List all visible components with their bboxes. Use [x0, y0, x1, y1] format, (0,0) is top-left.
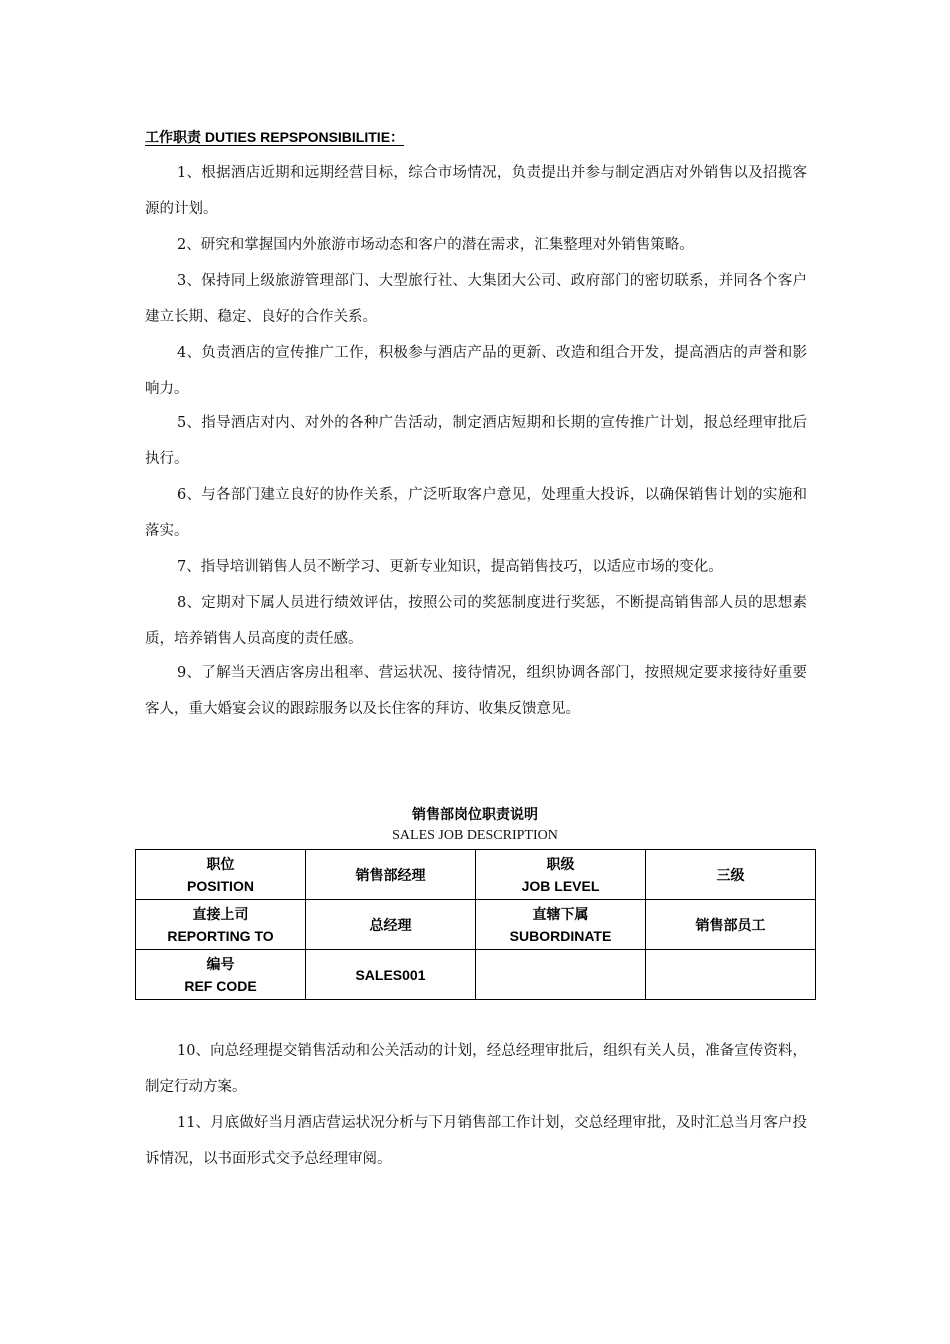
- position-label-en: POSITION: [187, 877, 254, 894]
- job-description-table: [135, 849, 816, 1000]
- duty-item-1: 1、根据酒店近期和远期经营目标，综合市场情况，负责提出并参与制定酒店对外销售以及招揽客源的计划。: [145, 165, 807, 217]
- table-row: [136, 900, 816, 950]
- position-label-cell: [136, 850, 306, 900]
- duty-item-7: 7、指导培训销售人员不断学习、更新专业知识，提高销售技巧，以适应市场的变化。: [177, 559, 723, 575]
- duty-item-10: 10、向总经理提交销售活动和公关活动的计划，经总经理审批后，组织有关人员，准备宣传资料，制定行动方案。: [145, 1043, 807, 1095]
- ref-code-label-en: REF CODE: [184, 977, 257, 994]
- duty-item-5: 5、指导酒店对内、对外的各种广告活动，制定酒店短期和长期的宣传推广计划，报总经理审批后执行。: [145, 415, 807, 467]
- empty-cell: [476, 950, 646, 1000]
- reporting-to-label-en: REPORTING TO: [167, 927, 274, 944]
- subordinate-label-en: SUBORDINATE: [509, 927, 612, 944]
- subordinate-value: 销售部员工: [646, 900, 816, 950]
- duties-heading: 工作职责 DUTIES REPSPONSIBILITIE：: [145, 129, 405, 145]
- duty-item-3: 3、保持同上级旅游管理部门、大型旅行社、大集团大公司、政府部门的密切联系，并同各个客户建立长期、稳定、良好的合作关系。: [145, 273, 807, 325]
- subordinate-label-cell: [476, 900, 646, 950]
- job-level-label-en: JOB LEVEL: [521, 877, 600, 894]
- duty-item-6: 6、与各部门建立良好的协作关系，广泛听取客户意见，处理重大投诉，以确保销售计划的实施和落实。: [145, 487, 807, 539]
- duty-item-11: 11、月底做好当月酒店营运状况分析与下月销售部工作计划，交总经理审批，及时汇总当月客户投诉情况，以书面形式交予总经理审阅。: [145, 1115, 807, 1167]
- ref-code-label-cn: 编号: [206, 955, 235, 972]
- reporting-to-label-cn: 直接上司: [192, 905, 249, 922]
- duty-item-9: 9、了解当天酒店客房出租率、营运状况、接待情况，组织协调各部门，按照规定要求接待好重要客人，重大婚宴会议的跟踪服务以及长住客的拜访、收集反馈意见。: [145, 665, 807, 717]
- duty-item-8: 8、定期对下属人员进行绩效评估，按照公司的奖惩制度进行奖惩，不断提高销售部人员的思想素质，培养销售人员高度的责任感。: [145, 595, 807, 647]
- ref-code-value: SALES001: [306, 950, 476, 1000]
- position-label-cn: 职位: [206, 855, 235, 872]
- reporting-to-value: 总经理: [306, 900, 476, 950]
- table-row: [136, 850, 816, 900]
- table-row: [136, 950, 816, 1000]
- subordinate-label-cn: 直辖下属: [532, 905, 589, 922]
- empty-cell: [646, 950, 816, 1000]
- job-level-label-cn: 职级: [546, 855, 575, 872]
- reporting-to-label-cell: [136, 900, 306, 950]
- duty-item-4: 4、负责酒店的宣传推广工作，积极参与酒店产品的更新、改造和组合开发，提高酒店的声誉和影响力。: [145, 345, 807, 397]
- job-level-label-cell: [476, 850, 646, 900]
- position-value: 销售部经理: [306, 850, 476, 900]
- ref-code-label-cell: [136, 950, 306, 1000]
- job-level-value: 三级: [646, 850, 816, 900]
- table-subtitle: SALES JOB DESCRIPTION: [392, 828, 558, 843]
- duty-item-2: 2、研究和掌握国内外旅游市场动态和客户的潜在需求，汇集整理对外销售策略。: [177, 237, 694, 253]
- table-title: 销售部岗位职责说明: [412, 807, 538, 823]
